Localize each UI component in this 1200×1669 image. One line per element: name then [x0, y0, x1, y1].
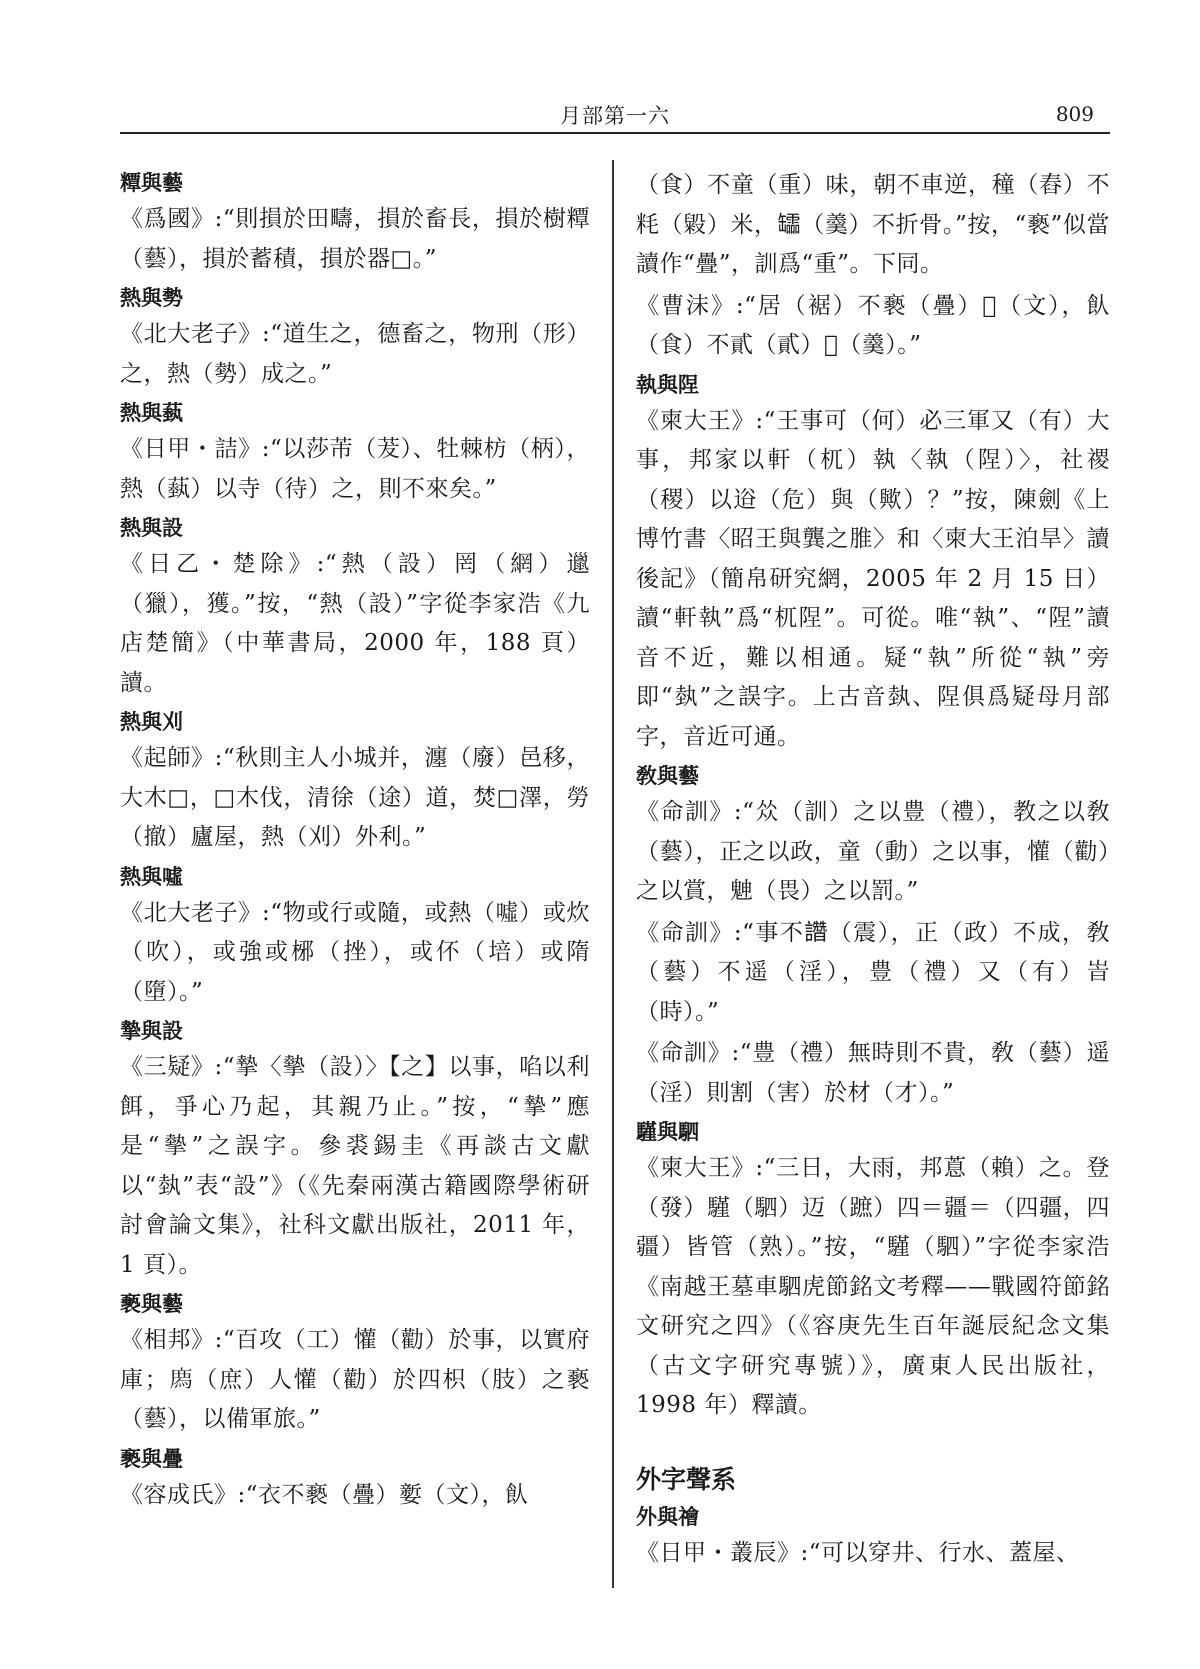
entry-text: 《三疑》:“摯〈摰（設）〉【之】以事，啗以利餌，爭心乃起，其親乃止。”按，“摯”應是“摰”之誤字。參裘錫圭《再談古文獻以“埶”表“設”》（《先秦兩漢古籍國際學術研討會論文集》，社科文獻出版社，2011 年，1 頁）。	[120, 1054, 590, 1278]
entry-heading: 外與禬	[636, 1504, 699, 1529]
column-divider	[612, 160, 614, 1588]
entry-heading: 摯與設	[120, 1019, 183, 1043]
entry-text: 《北大老子》:“道生之，德畜之，物刑（形）之，熱（勢）成之。”	[120, 321, 590, 387]
entry-text: 《相邦》:“百攻（工）懽（勸）於事，以實府庫；𢊁（庶）人懽（勸）於四枳（肢）之褻（藝），以備軍旅。”	[120, 1327, 590, 1432]
entry-heading: 䊤與藝	[120, 171, 183, 195]
entry-text: 《爲國》:“則損於田疇，損於畜長，損於樹䊤（藝），損於蓄積，損於器□。”	[120, 206, 590, 272]
section-title: 外字聲系	[636, 1464, 737, 1494]
page-number: 809	[1055, 102, 1094, 126]
entry-heading: 敎與藝	[636, 764, 699, 788]
entry-heading: 熱與刈	[120, 710, 183, 734]
entry-text: 《柬大王》:“王事可（何）必三軍又（有）大事，邦家以軒（杌）執〈執（陧）〉，社禝（稷）以逧（危）與（歟）？”按，陳劍《上博竹書〈昭王與龔之脽〉和〈柬大王泊旱〉讀後記》（簡帛研究網，2005 年 2 月 15 日）讀“軒執”爲“杌陧”。可從。唯“執”、“陧”讀音不近，難以相通。疑“執”所從“執”旁即“埶”之誤字。上古音埶、陧俱爲疑母月部字，音近可通。	[636, 407, 1110, 750]
entry-text: 《命訓》:“事不𧮂（震），正（政）不成，敎（藝）不遥（淫），豊（禮）又（有）峕（時）。”	[636, 919, 1110, 1025]
entry-text: 《柬大王》:“三日，大雨，邦蒠（賴）之。登（發）騹（駟）迈（蹠）四＝疆＝（四疆，四疆）皆管（熟）。”按，“騹（駟）”字從李家浩《南越王墓車駟虎節銘文考釋——戰國符節銘文研究之四》（《容庚先生百年誕辰紀念文集（古文字研究專號）》，廣東人民出版社，1998 年）釋讀。	[636, 1155, 1110, 1418]
entry-text: 《命訓》:“𠈌（訓）之以豊（禮），教之以敎（藝），正之以政，童（動）之以事，懽（勸）之以賞，䰠（畏）之以罰。”	[636, 799, 1110, 904]
entry-heading: 熱與噓	[120, 864, 183, 889]
entry-heading: 褻與藝	[120, 1292, 183, 1316]
entry-heading: 熱與蓺	[120, 401, 183, 425]
entry-text: 《北大老子》:“物或行或隨，或熱（噓）或炊（吹），或強或㭨（挫），或伓（培）或隋（墮）。”	[120, 899, 590, 1005]
entry-heading: 褻與疊	[120, 1446, 183, 1471]
right-column	[636, 166, 1110, 1575]
entry-heading: 騹與駟	[636, 1120, 699, 1144]
entry-text: 《日甲・詰》:“以莎芾（茇）、牡棘枋（柄），熱（蓺）以寺（待）之，則不來矣。”	[120, 436, 590, 502]
entry-text: 《曹沫》:“居（裾）不褻（疊）𡘅（文），飤（食）不貳（貳）𦉢（羹）。”	[636, 292, 1110, 358]
entry-text: 《命訓》:“豊（禮）無時則不貴，敎（藝）遥（淫）則割（害）於材（才）。”	[636, 1040, 1110, 1106]
entry-text: 《容成氏》:“衣不褻（疊）㜪（文），飤	[120, 1481, 529, 1508]
entry-text: 《日乙・楚除》:“熱（設）罔（網）邋（獵），獲。”按，“熱（設）”字從李家浩《九店楚簡》（中華書局，2000 年，188 頁）讀。	[120, 551, 590, 696]
entry-heading: 執與陧	[636, 372, 699, 397]
entry-heading: 熱與設	[120, 516, 183, 540]
left-column	[120, 166, 590, 1517]
header-rule	[120, 132, 1110, 134]
running-header	[120, 96, 1110, 136]
entry-text: （食）不童（重）味，朝不車逆，穜（舂）不粍（毇）米，𦉢（羹）不折骨。”按，“褻”似當讀作“疊”，訓爲“重”。下同。	[636, 172, 1110, 277]
entry-heading: 熱與勢	[120, 286, 183, 310]
chapter-title: 月部第一六	[560, 104, 670, 128]
entry-text: 《日甲・叢辰》:“可以穿井、行水、蓋屋、	[636, 1539, 1080, 1566]
entry-text: 《起師》:“秋則主人小城并，瀍（廢）邑移，大木□，□木伐，清徐（途）道，焚□澤，勞（撤）廬屋，熱（刈）外利。”	[120, 745, 590, 850]
